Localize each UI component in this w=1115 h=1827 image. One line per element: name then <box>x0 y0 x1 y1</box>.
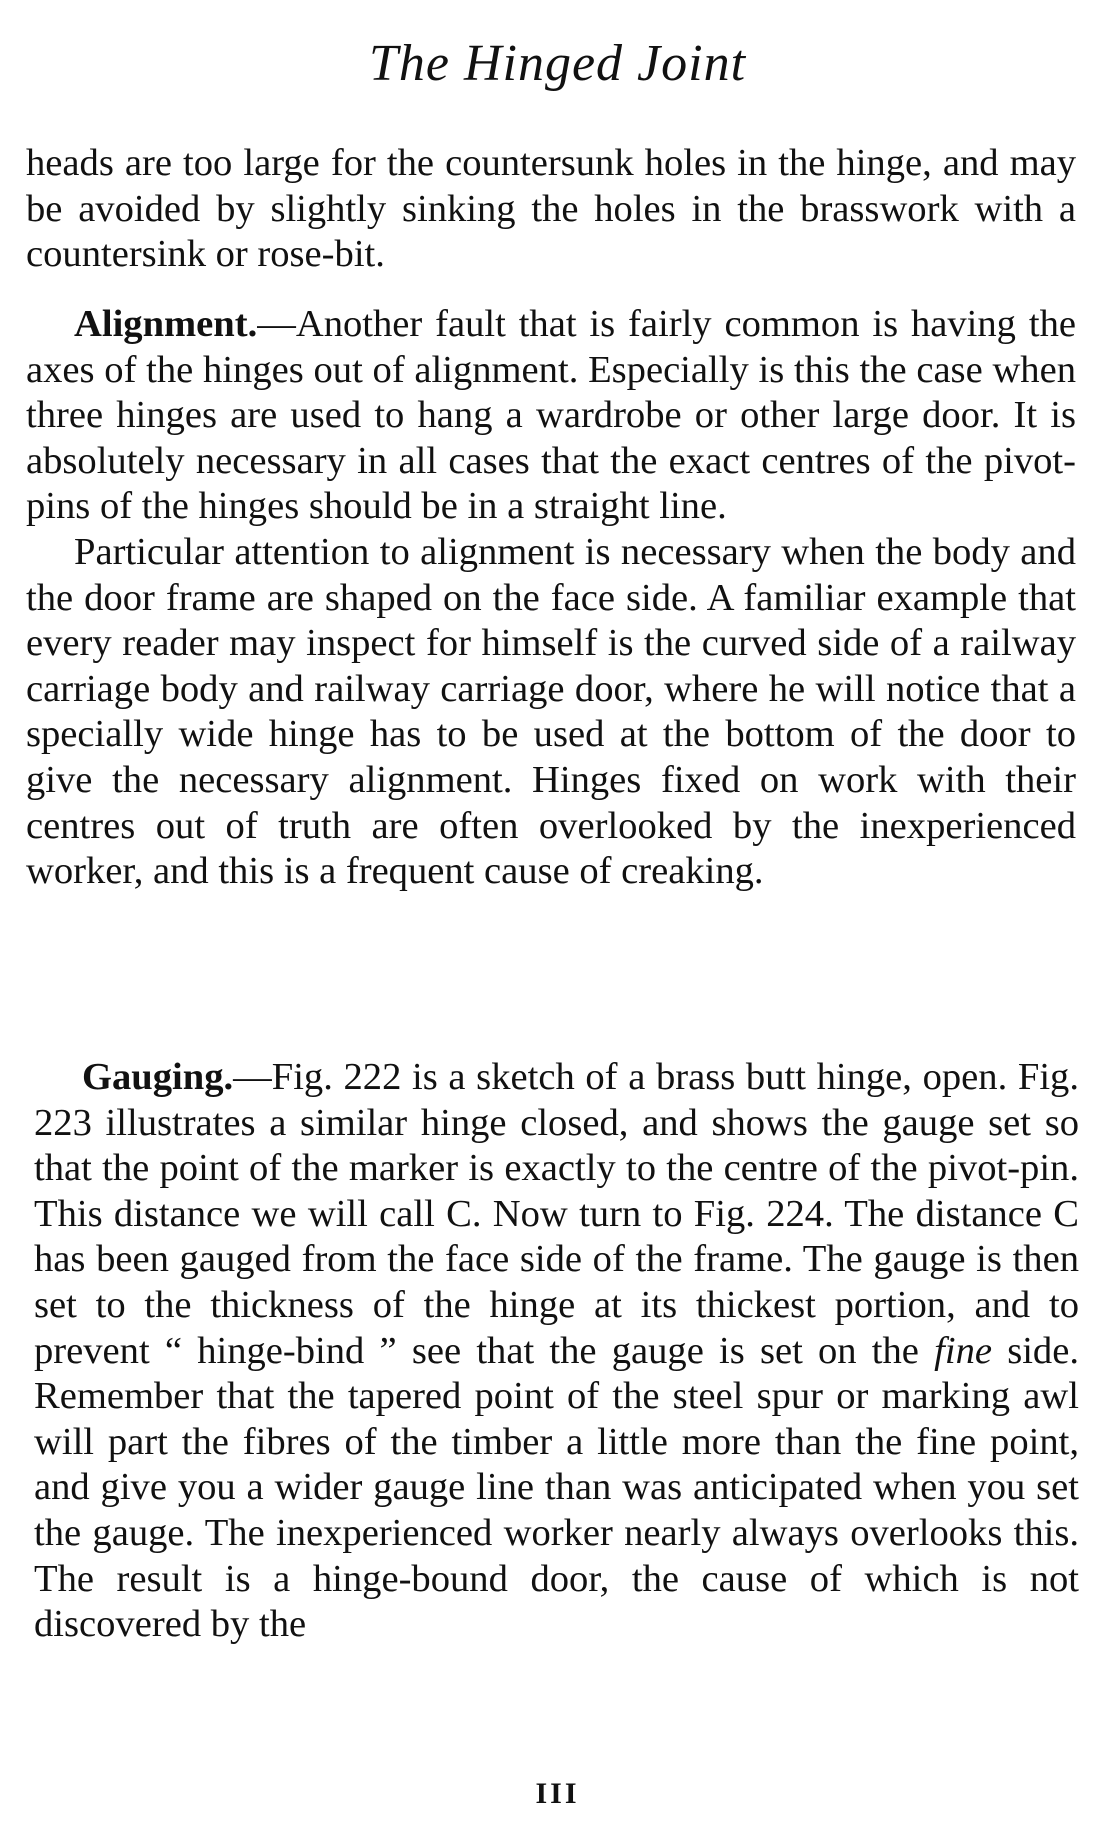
paragraph-particular-attention: Particular attention to alignment is necessary when the body and the door frame are shaped on the face side. A familiar example that every reader may inspect for himself is the curved side of a railway carriage body and railway carriage door, where he will notice that a specially wide hinge has to be used at the bottom of the door to give the necessary alignment. Hinges fixed on work with their centres out of truth are often overlooked by the inexperienced worker, and this is a frequent cause of creaking. <box>26 530 1076 893</box>
text-block-continuation <box>26 141 1076 278</box>
paragraph-continuation: heads are too large for the countersunk holes in the hinge, and may be avoided by slightly sinking the holes in the brasswork with a countersink or rose-bit. <box>26 142 1076 276</box>
text-block-alignment <box>26 302 1076 895</box>
section-heading-alignment: Alignment. <box>74 303 258 345</box>
emphasis-fine: fine <box>934 1329 992 1372</box>
text-block-gauging <box>34 1055 1079 1648</box>
paragraph-alignment <box>26 302 1076 530</box>
page-number: III <box>535 1777 580 1810</box>
section-heading-gauging: Gauging. <box>82 1056 234 1098</box>
paragraph-gauging <box>34 1055 1079 1648</box>
running-head: The Hinged Joint <box>368 35 747 92</box>
paragraph-gauging-text-1: —Fig. 222 is a sketch of a brass butt hinge, open. Fig. 223 illustrates a similar hinge closed, and shows the gauge set so that the point of the marker is exactly to the centre of the pivot-pin. This distance we will call C. Now turn to Fig. 224. The distance C has been gauged from the face side of the frame. The gauge is then set to the thickness of the hinge at its thickest portion, and to prevent “ hinge-bind ” see that the gauge is set on the <box>34 1056 1079 1372</box>
paragraph-gauging-text-2: side. Remember that the tapered point of the steel spur or marking awl will part the fibres of the timber a little more than the fine point, and give you a wider gauge line than was anticipated when you set the gauge. The inexperienced worker nearly always overlooks this. The result is a hinge-bound door, the cause of which is not discovered by the <box>34 1329 1079 1646</box>
paragraph-alignment-text: —Another fault that is fairly common is having the axes of the hinges out of alignment. Especially is this the case when three hinges are used to hang a wardrobe or other large door. It is absolutely necessary in all cases that the exact centres of the pivot-pins of the hinges should be in a straight line. <box>26 303 1076 528</box>
